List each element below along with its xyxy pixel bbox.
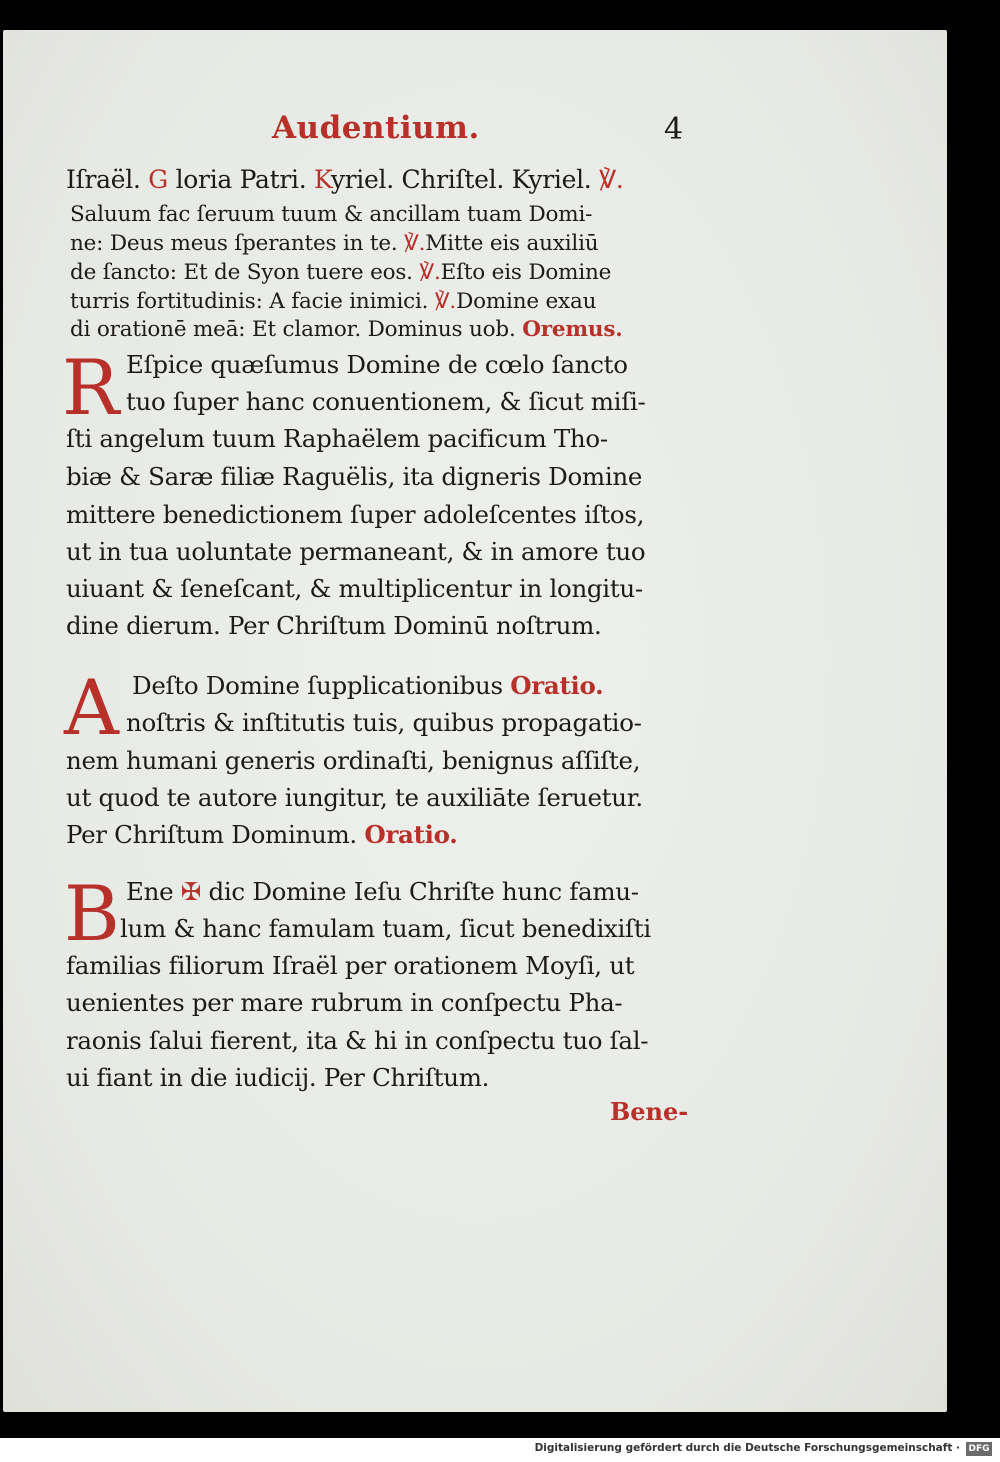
footer-credit: Digitalisierung gefördert durch die Deutsche Forschungsgemeinschaft · [534, 1442, 960, 1454]
catchword: Bene- [610, 1097, 689, 1126]
running-head: Audentium. [272, 110, 480, 146]
prayer1-line-1: Eſpice quæſumus Domine de cœlo ſancto [126, 350, 628, 379]
prayer2-line-3: nem humani generis ordinaſti, benignus aſſiſte, [66, 746, 641, 775]
versicle-line-2: Saluum fac ſeruum tuum & ancillam tuam Domi- [70, 202, 593, 227]
drop-cap-r: R [62, 343, 120, 432]
prayer3-line-1: Ene ✠ dic Domine Ieſu Chriſte hunc famu- [126, 877, 639, 906]
prayer3-line-3: familias filiorum Iſraël per orationem Moyſi, ut [66, 951, 635, 980]
prayer1-line-3: ſti angelum tuum Raphaëlem pacificum Tho- [66, 424, 608, 453]
prayer1-line-2: tuo ſuper hanc conuentionem, & ſicut miſi- [126, 387, 646, 416]
prayer1-line-5: mittere benedictionem ſuper adoleſcentes iſtos, [66, 500, 645, 529]
versicle-line-1: Iſraël. G loria Patri. Kyriel. Chriſtel. Kyriel. ℣. [66, 165, 624, 194]
prayer2-line-4: ut quod te autore iungitur, te auxiliāte ſeruetur. [66, 783, 643, 812]
versicle-line-4: de ſancto: Et de Syon tuere eos. ℣.Eſto eis Domine [70, 260, 612, 285]
prayer1-line-7: uiuant & ſeneſcant, & multiplicentur in longitu- [66, 574, 643, 603]
prayer2-line-1: Deſto Domine ſupplicationibus Oratio. [132, 671, 604, 700]
prayer1-line-8: dine dierum. Per Chriſtum Dominū noſtrum. [66, 611, 602, 640]
drop-cap-b: B [64, 869, 120, 958]
page-number: 4 [664, 112, 684, 147]
prayer2-line-2: noſtris & inſtitutis tuis, quibus propagatio- [126, 708, 642, 737]
versicle-line-6: di orationē meā: Et clamor. Dominus uob. Oremus. [70, 317, 623, 342]
prayer2-line-5: Per Chriſtum Dominum. Oratio. [66, 820, 458, 849]
footer-bar [0, 1438, 1000, 1462]
prayer1-line-4: biæ & Saræ filiæ Raguëlis, ita digneris Domine [66, 462, 643, 491]
prayer3-line-4: uenientes per mare rubrum in conſpectu Pha- [66, 988, 623, 1017]
versicle-line-5: turris fortitudinis: A facie inimici. ℣.Domine exau [70, 289, 597, 314]
prayer3-line-2: lum & hanc famulam tuam, ſicut benedixiſti [120, 914, 651, 943]
drop-cap-a: A [64, 663, 119, 752]
versicle-line-3: ne: Deus meus ſperantes in te. ℣.Mitte eis auxiliū [70, 231, 599, 256]
cross-icon: ✠ [180, 877, 201, 906]
prayer3-line-6: ui fiant in die iudicij. Per Chriſtum. [66, 1063, 490, 1092]
prayer3-line-5: raonis ſalui fierent, ita & hi in conſpectu tuo ſal- [66, 1026, 649, 1055]
dfg-logo: DFG [966, 1442, 992, 1456]
prayer1-line-6: ut in tua uoluntate permaneant, & in amore tuo [66, 537, 646, 566]
